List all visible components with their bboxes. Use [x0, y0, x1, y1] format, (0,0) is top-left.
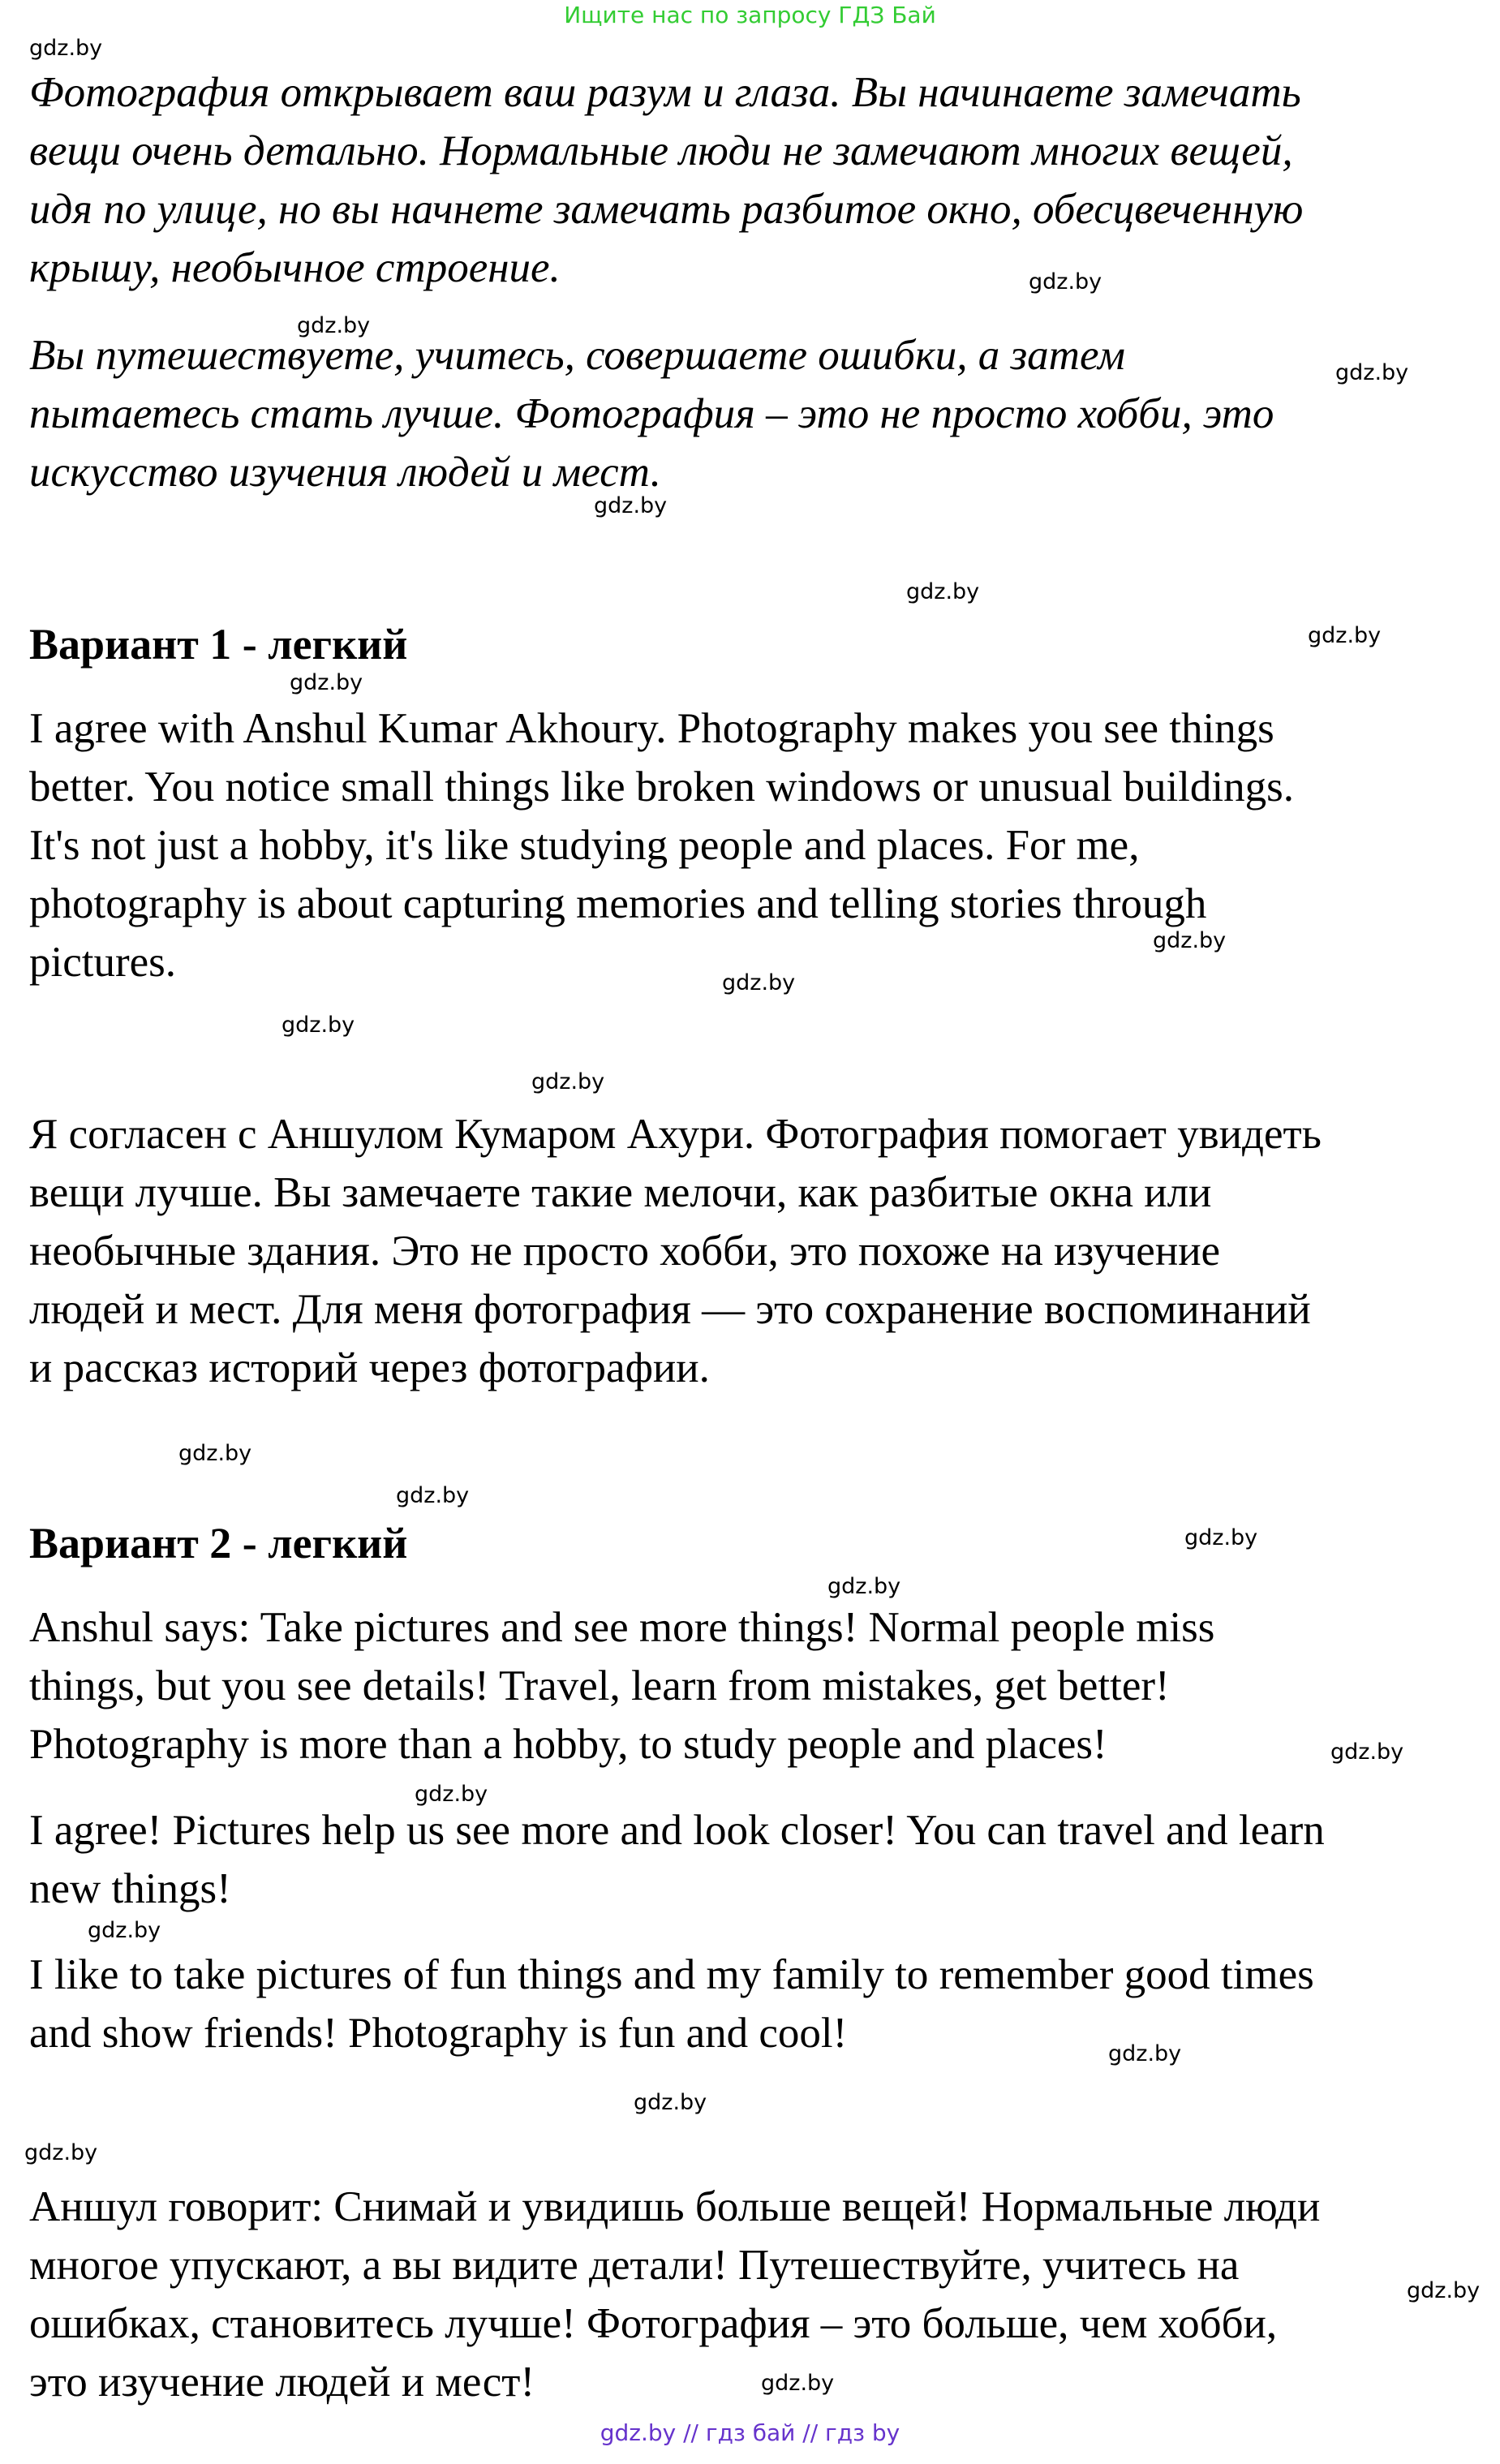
intro-line: идя по улице, но вы начнете замечать разбитое окно, обесцвеченную — [29, 186, 1304, 233]
watermark: gdz.by — [396, 1483, 470, 1508]
variant2-ru-line: Аншул говорит: Снимай и увидишь больше вещей! Нормальные люди — [29, 2183, 1321, 2230]
intro-line: пытаетесь стать лучше. Фотография – это не просто хобби, это — [29, 390, 1274, 437]
intro-line: искусство изучения людей и мест. — [29, 449, 661, 496]
variant2-en-line: new things! — [29, 1865, 231, 1912]
watermark: gdz.by — [88, 1918, 161, 1943]
variant2-ru-line: это изучение людей и мест! — [29, 2359, 535, 2406]
variant1-ru-line: вещи лучше. Вы замечаете такие мелочи, как разбитые окна или — [29, 1169, 1212, 1216]
watermark: gdz.by — [24, 2140, 98, 2165]
variant1-en-line: I agree with Anshul Kumar Akhoury. Photography makes you see things — [29, 705, 1274, 752]
watermark: gdz.by — [282, 1013, 355, 1038]
watermark: gdz.by — [1335, 360, 1409, 385]
watermark: gdz.by — [827, 1574, 901, 1599]
top-banner-link[interactable]: Ищите нас по запросу ГДЗ Бай — [564, 2, 936, 28]
footer-links[interactable]: gdz.by // гдз бай // гдз by — [600, 2419, 900, 2446]
variant2-ru-line: многое упускают, а вы видите детали! Путешествуйте, учитесь на — [29, 2242, 1240, 2289]
variant1-ru-line: Я согласен с Аншулом Кумаром Ахури. Фотография помогает увидеть — [29, 1111, 1322, 1158]
watermark: gdz.by — [1029, 269, 1102, 295]
watermark: gdz.by — [722, 970, 796, 995]
intro-line: Вы путешествуете, учитесь, совершаете ошибки, а затем — [29, 332, 1125, 379]
variant1-ru-line: людей и мест. Для меня фотография — это сохранение воспоминаний — [29, 1286, 1311, 1333]
intro-line: Фотография открывает ваш разум и глаза. Вы начинаете замечать — [29, 69, 1301, 116]
variant1-ru-line: необычные здания. Это не просто хобби, это похоже на изучение — [29, 1228, 1221, 1275]
watermark: gdz.by — [1108, 2041, 1182, 2066]
watermark: gdz.by — [761, 2371, 835, 2396]
variant2-heading: Вариант 2 - легкий — [29, 1519, 408, 1567]
watermark: gdz.by — [178, 1441, 252, 1466]
watermark: gdz.by — [29, 36, 103, 61]
watermark: gdz.by — [415, 1782, 488, 1807]
variant2-en-line: Photography is more than a hobby, to study people and places! — [29, 1721, 1107, 1768]
watermark: gdz.by — [1407, 2278, 1481, 2303]
variant1-en-line: It's not just a hobby, it's like studying people and places. For me, — [29, 822, 1140, 869]
intro-line: крышу, необычное строение. — [29, 244, 561, 291]
watermark: gdz.by — [1184, 1525, 1258, 1550]
watermark: gdz.by — [634, 2090, 707, 2115]
intro-line: вещи очень детально. Нормальные люди не замечают многих вещей, — [29, 127, 1293, 174]
variant1-ru-line: и рассказ историй через фотографии. — [29, 1344, 710, 1391]
watermark: gdz.by — [1330, 1739, 1404, 1765]
watermark: gdz.by — [290, 670, 363, 695]
variant2-en-line: and show friends! Photography is fun and cool! — [29, 2010, 848, 2057]
watermark: gdz.by — [906, 579, 980, 604]
variant1-heading: Вариант 1 - легкий — [29, 620, 408, 669]
variant2-ru-line: ошибках, становитесь лучше! Фотография – это больше, чем хобби, — [29, 2300, 1278, 2347]
variant2-en-line: I like to take pictures of fun things and my family to remember good times — [29, 1951, 1314, 1998]
variant2-en-line: things, but you see details! Travel, learn from mistakes, get better! — [29, 1662, 1170, 1709]
variant2-en-line: I agree! Pictures help us see more and look closer! You can travel and learn — [29, 1807, 1325, 1854]
watermark: gdz.by — [1153, 928, 1227, 953]
variant2-en-line: Anshul says: Take pictures and see more things! Normal people miss — [29, 1604, 1215, 1651]
watermark: gdz.by — [531, 1069, 605, 1094]
variant1-en-line: better. You notice small things like broken windows or unusual buildings. — [29, 763, 1294, 811]
watermark: gdz.by — [297, 313, 371, 338]
variant1-en-line: pictures. — [29, 939, 177, 986]
watermark: gdz.by — [594, 493, 668, 518]
watermark: gdz.by — [1308, 623, 1382, 648]
variant1-en-line: photography is about capturing memories and telling stories through — [29, 880, 1207, 927]
